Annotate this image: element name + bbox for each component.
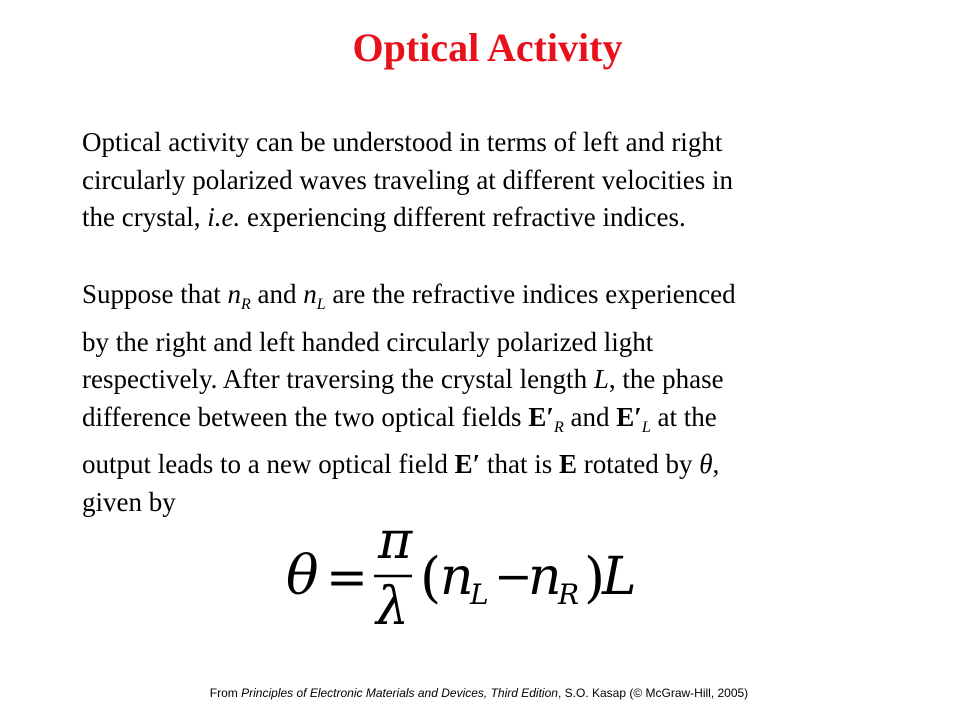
citation-book-title: Principles of Electronic Materials and Devices, Third Edition (241, 686, 558, 700)
paragraph-intro (82, 124, 882, 237)
formula-L: L (602, 547, 637, 607)
intro-line-2: circularly polarized waves traveling at different velocities in (82, 164, 733, 195)
symbol-E: E (559, 449, 578, 479)
symbol-theta: θ (699, 449, 713, 479)
formula-lambda: λ (376, 577, 409, 630)
formula-close-paren: ) (584, 546, 606, 609)
phase-line-1-and: and (250, 279, 304, 309)
paragraph-phase (82, 276, 882, 521)
formula-n-L: n (440, 547, 474, 607)
phase-line-1 (82, 276, 882, 324)
phase-line-3-start: respectively. After traversing the crystal length (82, 364, 594, 394)
formula-n-R: n (528, 547, 562, 607)
subscript-R: R (241, 296, 251, 313)
formula-equals: = (326, 548, 368, 606)
phase-line-5-start: output leads to a new optical field (82, 449, 455, 479)
citation-prefix: From (209, 686, 242, 700)
phase-line-4-end: at the (650, 401, 717, 432)
source-citation (0, 686, 958, 700)
intro-line-3-start: the crystal, (82, 202, 208, 232)
phase-line-5 (82, 446, 882, 484)
citation-author: , S.O. Kasap (© McGraw-Hill, 2005) (557, 686, 749, 700)
subscript-E-R: R (553, 418, 564, 436)
symbol-L: L (593, 364, 609, 394)
formula-theta: θ (286, 544, 319, 607)
intro-line-1: Optical activity can be understood in terms of left and right (82, 127, 723, 157)
phase-line-6: given by (82, 486, 176, 517)
formula-minus: − (494, 549, 533, 603)
phase-line-4-start: difference between the two optical fields (82, 401, 529, 432)
formula-sub-R: R (558, 578, 580, 611)
symbol-E-prime: E′ (454, 449, 481, 479)
intro-line-3-end: experiencing different refractive indices. (240, 202, 686, 232)
phase-line-5-rotated: rotated by (577, 449, 700, 479)
symbol-n-R: n (227, 279, 241, 309)
phase-line-5-end: , (712, 449, 720, 479)
phase-line-3-end: , the phase (608, 364, 724, 394)
phase-line-4-and: and (563, 401, 617, 432)
symbol-E-prime-R: E′ (528, 401, 554, 432)
phase-line-1-end: are the refractive indices experienced (325, 279, 736, 309)
symbol-E-prime-L: E′ (616, 401, 642, 432)
intro-line-3 (82, 199, 882, 237)
rotation-angle-formula (284, 518, 644, 630)
phase-line-4 (82, 399, 882, 447)
symbol-n-L: n (303, 279, 317, 309)
phase-line-2: by the right and left handed circularly polarized light (82, 326, 654, 357)
formula-pi: π (378, 518, 413, 571)
formula-sub-L: L (470, 578, 489, 611)
phase-line-1-start: Suppose that (82, 279, 228, 309)
phase-line-5-mid: that is (480, 449, 560, 479)
subscript-L: L (316, 296, 326, 313)
ie-abbrev: i.e. (207, 202, 241, 232)
slide-title: Optical Activity (352, 25, 623, 70)
subscript-E-L: L (641, 418, 651, 436)
phase-line-3 (82, 361, 882, 399)
formula-open-paren: ( (420, 546, 442, 609)
